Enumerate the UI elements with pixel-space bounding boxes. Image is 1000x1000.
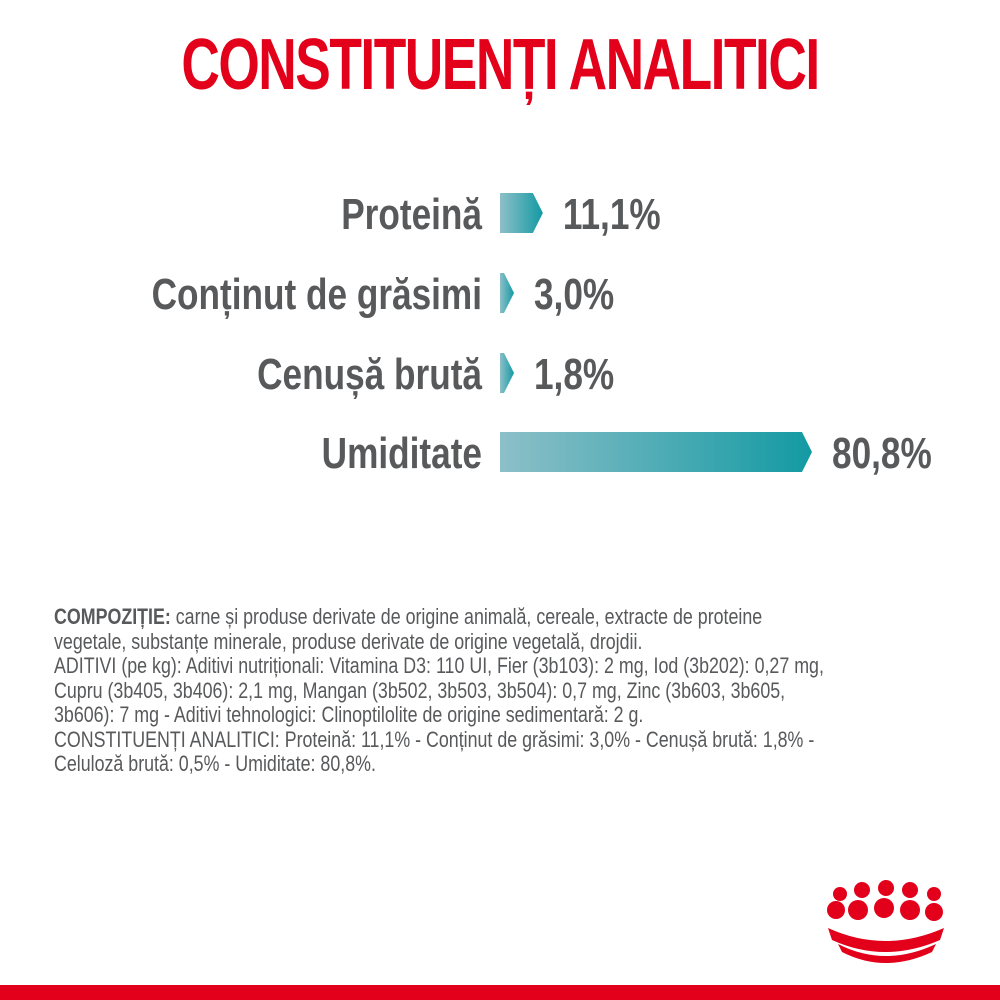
value-label: 11,1%: [562, 190, 661, 239]
value-label: 3,0%: [534, 270, 615, 319]
category-label: Conținut de grăsimi: [151, 270, 483, 319]
value-label: 1,8%: [534, 350, 615, 399]
page-title: CONSTITUENȚI ANALITICI: [181, 25, 819, 105]
category-label: Cenușă brută: [257, 350, 482, 399]
value-label: 80,8%: [832, 429, 932, 478]
category-label: Proteină: [341, 190, 482, 239]
category-label: Umiditate: [321, 429, 482, 478]
bar: [500, 193, 543, 233]
composition-ingredients: carne și produse derivate de origine animală, cereale, extracte de proteine vegetale, substanțe minerale, produse derivate de origine vegetală, drojdii.: [54, 604, 763, 654]
analytical-constituents-chart: [0, 160, 1000, 520]
composition-text: [54, 605, 832, 777]
bottom-brand-bar: [0, 985, 1000, 1000]
composition-paragraph: [54, 605, 832, 654]
bar: [500, 353, 514, 393]
composition-lead: COMPOZIȚIE:: [54, 604, 171, 629]
additives-paragraph: ADITIVI (pe kg): Aditivi nutriționali: Vitamina D3: 110 UI, Fier (3b103): 2 mg, Iod (3b202): 0,27 mg, Cupru (3b405, 3b406): 2,1 mg, Mangan (3b502, 3b503, 3b504): 0,7 mg, Zinc (3b603, 3b605, 3b606): 7 mg - Aditivi tehnologici: Clinoptilolite de origine sedimentară: 2 g.: [54, 653, 824, 727]
bar: [500, 432, 812, 472]
bar: [500, 273, 514, 313]
constituents-paragraph: CONSTITUENȚI ANALITICI: Proteină: 11,1% - Conținut de grăsimi: 3,0% - Cenușă brută: 1,8% - Celuloză brută: 0,5% - Umiditate: 80,8%.: [54, 726, 815, 776]
crown-icon: [818, 880, 968, 975]
